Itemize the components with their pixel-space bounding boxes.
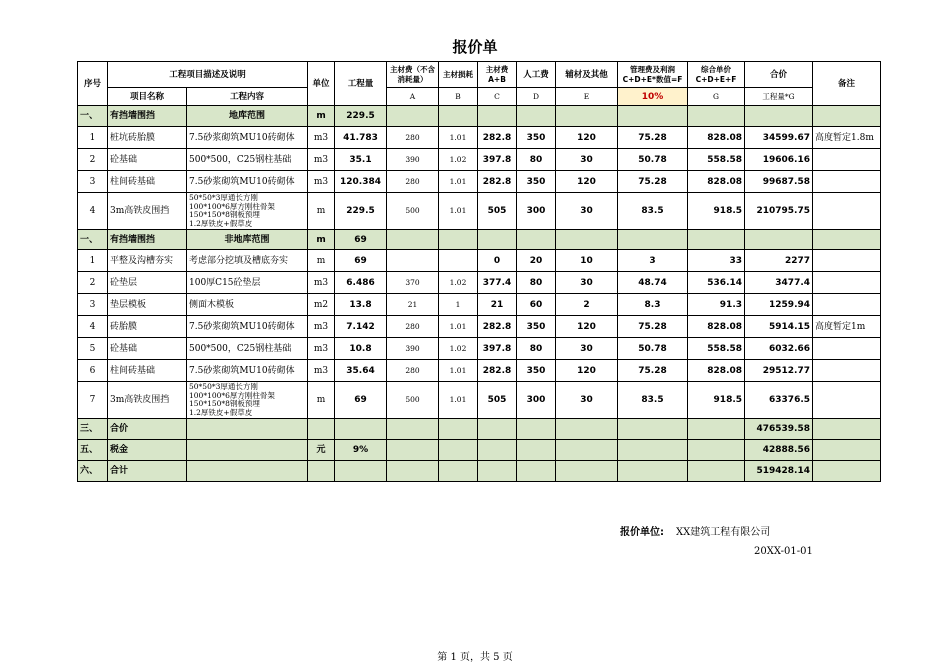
row-aux: 30	[556, 272, 618, 294]
row-main-material	[387, 250, 439, 272]
row-unit-price: 918.5	[688, 382, 745, 419]
section-content: 地库范围	[187, 106, 308, 127]
summary-row	[78, 440, 881, 461]
summary-unit	[308, 419, 335, 440]
row-unit: m3	[308, 171, 335, 193]
summary-empty	[517, 461, 556, 482]
row-loss: 1.01	[439, 316, 478, 338]
section-content: 非地库范围	[187, 230, 308, 250]
row-main-material: 280	[387, 316, 439, 338]
row-seq: 4	[78, 193, 108, 230]
row-remark	[813, 294, 881, 316]
row-aux: 120	[556, 316, 618, 338]
content-line: 1.2厚铁皮+假草皮	[189, 407, 253, 417]
row-qty: 69	[335, 250, 387, 272]
code-b: B	[439, 88, 478, 106]
row-unit-price: 558.58	[688, 338, 745, 360]
section-seq: 一、	[78, 230, 108, 250]
content-line: 50*50*3厚通长方刚	[189, 193, 258, 202]
row-content: 500*500，C25钢柱基础	[187, 338, 308, 360]
section-name: 有挡墙围挡	[108, 106, 187, 127]
row-unit: m	[308, 250, 335, 272]
row-name: 柱间砖基础	[108, 360, 187, 382]
row-mgmt: 8.3	[618, 294, 688, 316]
row-mgmt: 75.28	[618, 360, 688, 382]
row-unit: m3	[308, 272, 335, 294]
row-main-fee: 282.8	[478, 360, 517, 382]
row-name: 柱间砖基础	[108, 171, 187, 193]
row-total: 3477.4	[745, 272, 813, 294]
row-unit-price: 828.08	[688, 127, 745, 149]
row-qty: 35.1	[335, 149, 387, 171]
row-main-fee: 0	[478, 250, 517, 272]
row-labor: 80	[517, 149, 556, 171]
header-aux: 辅材及其他	[556, 62, 618, 88]
header-seq: 序号	[78, 62, 108, 106]
row-aux: 30	[556, 149, 618, 171]
row-content: 7.5砂浆砌筑MU10砖砌体	[187, 360, 308, 382]
summary-empty	[387, 440, 439, 461]
row-unit-price: 918.5	[688, 193, 745, 230]
row-loss: 1	[439, 294, 478, 316]
summary-empty	[187, 419, 308, 440]
summary-empty	[439, 461, 478, 482]
row-aux: 120	[556, 360, 618, 382]
company-name: XX建筑工程有限公司	[676, 527, 771, 538]
summary-seq: 六、	[78, 461, 108, 482]
table-row	[78, 127, 881, 149]
header-total: 合价	[745, 62, 813, 88]
header-remark: 备注	[813, 62, 881, 106]
row-main-material: 280	[387, 127, 439, 149]
row-name: 砼基础	[108, 149, 187, 171]
row-qty: 69	[335, 382, 387, 419]
row-aux: 120	[556, 127, 618, 149]
row-total: 34599.67	[745, 127, 813, 149]
summary-seq: 五、	[78, 440, 108, 461]
header-unit-price: 综合单价C+D+E+F	[688, 62, 745, 88]
table-row	[78, 382, 881, 419]
summary-empty	[439, 440, 478, 461]
code-total: 工程量*G	[745, 88, 813, 106]
row-unit-price: 33	[688, 250, 745, 272]
summary-empty	[813, 419, 881, 440]
row-remark	[813, 149, 881, 171]
row-seq: 6	[78, 360, 108, 382]
content-line: 150*150*8钢板预埋	[189, 399, 260, 408]
page-number: 第 1 页，共 5 页	[437, 652, 513, 663]
summary-empty	[517, 440, 556, 461]
table-row	[78, 316, 881, 338]
header-mgmt: 管理费及利润C+D+E*数值=F	[618, 62, 688, 88]
summary-empty	[187, 461, 308, 482]
row-main-fee: 282.8	[478, 171, 517, 193]
row-total: 210795.75	[745, 193, 813, 230]
summary-empty	[618, 461, 688, 482]
code-e: E	[556, 88, 618, 106]
row-remark	[813, 382, 881, 419]
row-mgmt: 3	[618, 250, 688, 272]
summary-empty	[187, 440, 308, 461]
page-title: 报价单	[452, 38, 498, 56]
summary-empty	[556, 440, 618, 461]
row-labor: 80	[517, 338, 556, 360]
row-main-material: 390	[387, 338, 439, 360]
table-row	[78, 193, 881, 230]
row-main-fee: 505	[478, 193, 517, 230]
summary-unit: 元	[308, 440, 335, 461]
header-unit: 单位	[308, 62, 335, 106]
row-labor: 350	[517, 316, 556, 338]
row-mgmt: 83.5	[618, 193, 688, 230]
table-row	[78, 338, 881, 360]
row-total: 5914.15	[745, 316, 813, 338]
row-name: 桩坑砖胎膜	[108, 127, 187, 149]
row-content: 7.5砂浆砌筑MU10砖砌体	[187, 316, 308, 338]
summary-empty	[478, 440, 517, 461]
footer-company	[620, 523, 770, 538]
row-qty: 13.8	[335, 294, 387, 316]
row-unit: m3	[308, 149, 335, 171]
row-main-material: 500	[387, 193, 439, 230]
summary-total: 519428.14	[745, 461, 813, 482]
row-loss: 1.02	[439, 149, 478, 171]
summary-row	[78, 419, 881, 440]
content-line: 150*150*8钢板预埋	[189, 210, 260, 219]
row-unit: m3	[308, 316, 335, 338]
summary-total: 476539.58	[745, 419, 813, 440]
row-unit: m2	[308, 294, 335, 316]
row-total: 2277	[745, 250, 813, 272]
row-seq: 4	[78, 316, 108, 338]
code-g: G	[688, 88, 745, 106]
row-name: 砼基础	[108, 338, 187, 360]
table-row	[78, 294, 881, 316]
table-row	[78, 250, 881, 272]
table-row	[78, 149, 881, 171]
row-labor: 350	[517, 127, 556, 149]
summary-row	[78, 461, 881, 482]
row-remark	[813, 250, 881, 272]
row-content	[187, 193, 308, 230]
summary-empty	[688, 440, 745, 461]
row-main-material: 370	[387, 272, 439, 294]
summary-empty	[556, 419, 618, 440]
code-c: C	[478, 88, 517, 106]
summary-empty	[517, 419, 556, 440]
header-main-fee: 主材费A+B	[478, 62, 517, 88]
section-name: 有挡墙围挡	[108, 230, 187, 250]
row-seq: 1	[78, 250, 108, 272]
row-content: 7.5砂浆砌筑MU10砖砌体	[187, 127, 308, 149]
row-labor: 80	[517, 272, 556, 294]
table-row	[78, 272, 881, 294]
row-loss: 1.02	[439, 338, 478, 360]
summary-qty: 9%	[335, 440, 387, 461]
row-remark	[813, 193, 881, 230]
summary-empty	[556, 461, 618, 482]
row-labor: 300	[517, 382, 556, 419]
row-qty: 35.64	[335, 360, 387, 382]
row-labor: 60	[517, 294, 556, 316]
row-name: 砖胎膜	[108, 316, 187, 338]
summary-empty	[813, 461, 881, 482]
summary-empty	[688, 419, 745, 440]
row-mgmt: 83.5	[618, 382, 688, 419]
row-qty: 10.8	[335, 338, 387, 360]
quote-table	[77, 61, 881, 482]
summary-name: 税金	[108, 440, 187, 461]
row-mgmt: 50.78	[618, 338, 688, 360]
section-row	[78, 230, 881, 250]
content-line: 100*100*6厚方刚柱骨架	[189, 201, 275, 211]
row-loss: 1.01	[439, 382, 478, 419]
row-main-material: 21	[387, 294, 439, 316]
row-content: 500*500，C25钢柱基础	[187, 149, 308, 171]
header-main-material: 主材费（不含消耗量）	[387, 62, 439, 88]
row-main-fee: 377.4	[478, 272, 517, 294]
row-qty: 229.5	[335, 193, 387, 230]
row-qty: 120.384	[335, 171, 387, 193]
table-row	[78, 360, 881, 382]
row-total: 19606.16	[745, 149, 813, 171]
row-seq: 7	[78, 382, 108, 419]
header-desc-group: 工程项目描述及说明	[108, 62, 308, 88]
row-content: 7.5砂浆砌筑MU10砖砌体	[187, 171, 308, 193]
row-mgmt: 75.28	[618, 127, 688, 149]
row-labor: 300	[517, 193, 556, 230]
summary-empty	[478, 461, 517, 482]
row-main-fee: 397.8	[478, 149, 517, 171]
row-main-fee: 282.8	[478, 316, 517, 338]
table-row	[78, 171, 881, 193]
summary-unit	[308, 461, 335, 482]
row-mgmt: 50.78	[618, 149, 688, 171]
row-total: 63376.5	[745, 382, 813, 419]
row-unit: m3	[308, 338, 335, 360]
row-name: 垫层模板	[108, 294, 187, 316]
summary-empty	[387, 461, 439, 482]
row-unit: m	[308, 193, 335, 230]
row-main-material: 390	[387, 149, 439, 171]
row-content: 侧面木模板	[187, 294, 308, 316]
summary-empty	[618, 440, 688, 461]
row-total: 29512.77	[745, 360, 813, 382]
row-mgmt: 75.28	[618, 171, 688, 193]
code-a: A	[387, 88, 439, 106]
row-unit: m3	[308, 127, 335, 149]
row-name: 3m高铁皮围挡	[108, 193, 187, 230]
row-main-fee: 21	[478, 294, 517, 316]
row-remark: 高度暂定1m	[813, 316, 881, 338]
row-name: 砼垫层	[108, 272, 187, 294]
summary-name: 合价	[108, 419, 187, 440]
header-item-name: 项目名称	[108, 88, 187, 106]
row-name: 平整及沟槽夯实	[108, 250, 187, 272]
row-seq: 1	[78, 127, 108, 149]
row-content: 100厚C15砼垫层	[187, 272, 308, 294]
row-aux: 10	[556, 250, 618, 272]
row-unit: m	[308, 382, 335, 419]
row-remark	[813, 360, 881, 382]
section-row	[78, 106, 881, 127]
row-unit-price: 536.14	[688, 272, 745, 294]
summary-empty	[387, 419, 439, 440]
row-content	[187, 382, 308, 419]
row-seq: 5	[78, 338, 108, 360]
row-unit-price: 91.3	[688, 294, 745, 316]
company-label: 报价单位:	[620, 527, 664, 538]
row-loss	[439, 250, 478, 272]
row-main-fee: 397.8	[478, 338, 517, 360]
row-labor: 20	[517, 250, 556, 272]
row-mgmt: 75.28	[618, 316, 688, 338]
row-total: 6032.66	[745, 338, 813, 360]
row-unit-price: 828.08	[688, 171, 745, 193]
row-remark	[813, 338, 881, 360]
section-seq: 一、	[78, 106, 108, 127]
row-main-material: 500	[387, 382, 439, 419]
row-unit-price: 828.08	[688, 360, 745, 382]
row-loss: 1.02	[439, 272, 478, 294]
row-aux: 2	[556, 294, 618, 316]
row-labor: 350	[517, 360, 556, 382]
summary-total: 42888.56	[745, 440, 813, 461]
row-seq: 3	[78, 294, 108, 316]
row-remark: 高度暂定1.8m	[813, 127, 881, 149]
row-loss: 1.01	[439, 171, 478, 193]
content-line: 1.2厚铁皮+假草皮	[189, 218, 253, 228]
section-unit: m	[308, 106, 335, 127]
row-qty: 7.142	[335, 316, 387, 338]
row-labor: 350	[517, 171, 556, 193]
row-total: 1259.94	[745, 294, 813, 316]
summary-name: 合计	[108, 461, 187, 482]
summary-empty	[618, 419, 688, 440]
footer-date: 20XX-01-01	[754, 546, 813, 557]
row-aux: 30	[556, 338, 618, 360]
row-unit: m3	[308, 360, 335, 382]
row-seq: 2	[78, 272, 108, 294]
row-unit-price: 828.08	[688, 316, 745, 338]
header-content: 工程内容	[187, 88, 308, 106]
summary-empty	[478, 419, 517, 440]
summary-empty	[439, 419, 478, 440]
content-line: 100*100*6厚方刚柱骨架	[189, 390, 275, 400]
row-name: 3m高铁皮围挡	[108, 382, 187, 419]
section-qty: 229.5	[335, 106, 387, 127]
row-unit-price: 558.58	[688, 149, 745, 171]
row-seq: 2	[78, 149, 108, 171]
row-main-fee: 505	[478, 382, 517, 419]
row-main-material: 280	[387, 360, 439, 382]
header-labor: 人工费	[517, 62, 556, 88]
code-percent: 10%	[618, 88, 688, 106]
row-aux: 30	[556, 193, 618, 230]
row-total: 99687.58	[745, 171, 813, 193]
row-aux: 30	[556, 382, 618, 419]
row-loss: 1.01	[439, 127, 478, 149]
content-line: 50*50*3厚通长方刚	[189, 382, 258, 391]
row-loss: 1.01	[439, 360, 478, 382]
row-loss: 1.01	[439, 193, 478, 230]
row-content: 考虑部分挖填及槽底夯实	[187, 250, 308, 272]
row-remark	[813, 272, 881, 294]
header-qty: 工程量	[335, 62, 387, 106]
code-d: D	[517, 88, 556, 106]
section-unit: m	[308, 230, 335, 250]
row-main-fee: 282.8	[478, 127, 517, 149]
row-mgmt: 48.74	[618, 272, 688, 294]
row-aux: 120	[556, 171, 618, 193]
summary-seq: 三、	[78, 419, 108, 440]
row-qty: 41.783	[335, 127, 387, 149]
summary-empty	[813, 440, 881, 461]
summary-empty	[688, 461, 745, 482]
header-loss: 主材损耗	[439, 62, 478, 88]
summary-qty	[335, 419, 387, 440]
row-seq: 3	[78, 171, 108, 193]
row-remark	[813, 171, 881, 193]
summary-qty	[335, 461, 387, 482]
section-qty: 69	[335, 230, 387, 250]
row-main-material: 280	[387, 171, 439, 193]
row-qty: 6.486	[335, 272, 387, 294]
